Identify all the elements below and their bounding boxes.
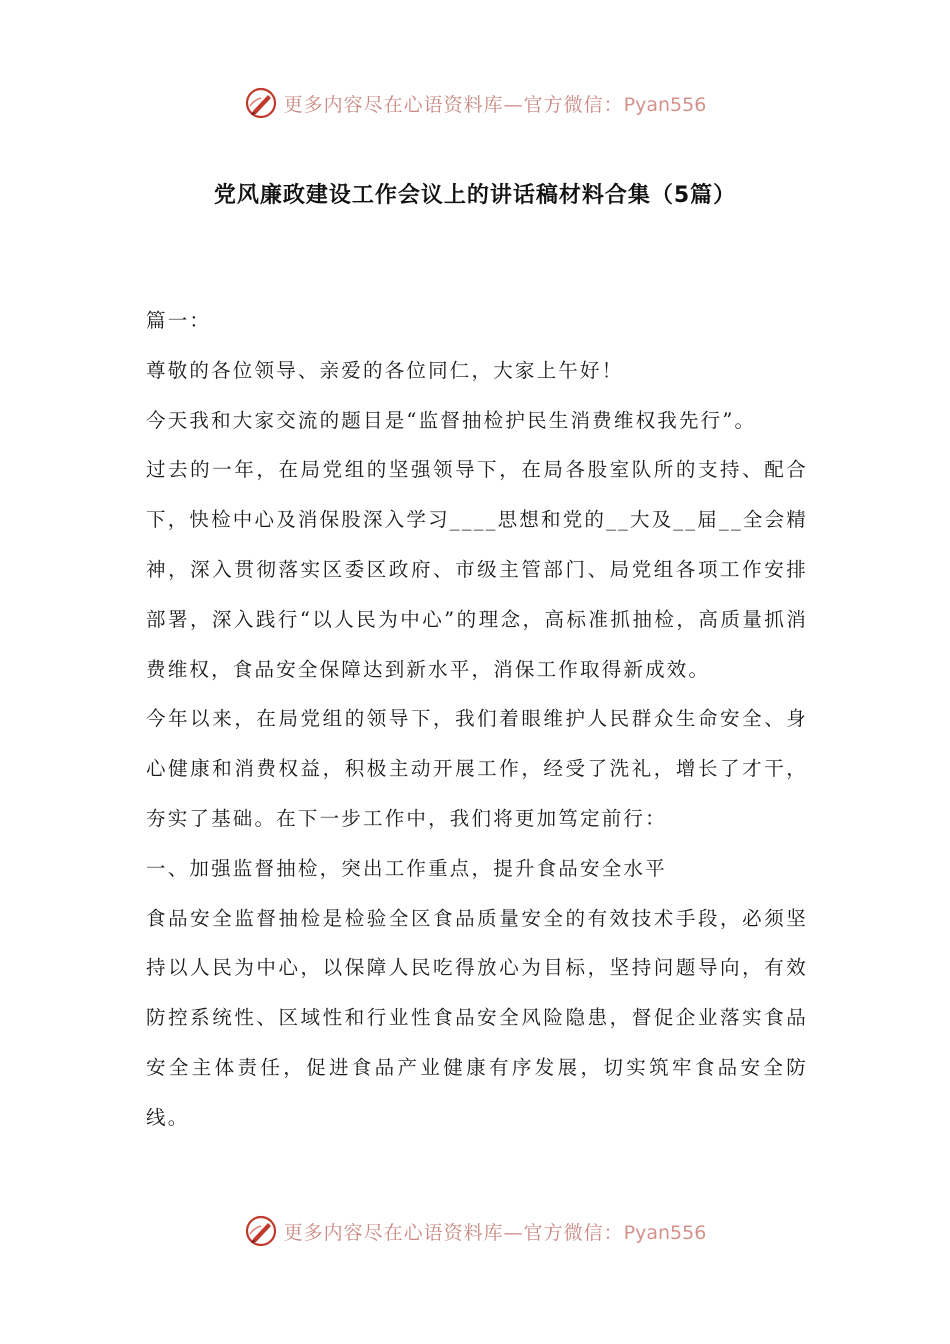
- heading-one: 一、加强监督抽检，突出工作重点，提升食品安全水平: [146, 856, 667, 880]
- section-label: 篇一：: [146, 309, 212, 332]
- inspection-paragraph: 食品安全监督抽检是检验全区食品质量安全的有效技术手段，必须坚持以人民为中心，以保障人民吃得放心为目标，坚持问题导向，有效防控系统性、区域性和行业性食品安全风险隐患，督促企业落实食品安全主体责任，促进食品产业健康有序发展，切实筑牢食品安全防线。: [146, 906, 808, 1129]
- progress-paragraph: 今年以来，在局党组的领导下，我们着眼维护人民群众生命安全、身心健康和消费权益，积极主动开展工作，经受了洗礼，增长了才干，夯实了基础。在下一步工作中，我们将更加笃定前行：: [146, 707, 808, 830]
- pen-logo-icon: [244, 1214, 278, 1248]
- pen-logo-icon: [244, 86, 278, 120]
- watermark-text: 更多内容尽在心语资料库—官方微信：Pyan556: [283, 93, 707, 116]
- wechat-handle: Pyan556: [623, 1221, 707, 1244]
- watermark-banner-top: [0, 80, 950, 126]
- topic-paragraph: 今天我和大家交流的题目是“监督抽检护民生消费维权我先行”。: [146, 408, 757, 432]
- watermark-banner-bottom: [0, 1208, 950, 1254]
- review-paragraph: 过去的一年，在局党组的坚强领导下，在局各股室队所的支持、配合下，快检中心及消保股深入学习____思想和党的__大及__届__全会精神，深入贯彻落实区委区政府、市级主管部门、局党组各项工作安排部署，深入践行“以人民为中心”的理念，高标准抓抽检，高质量抓消费维权，食品安全保障达到新水平，消保工作取得新成效。: [146, 458, 809, 681]
- watermark-text: 更多内容尽在心语资料库—官方微信：Pyan556: [283, 1221, 707, 1244]
- document-title: 党风廉政建设工作会议上的讲话稿材料合集（5篇）: [213, 183, 737, 208]
- wechat-handle: Pyan556: [623, 93, 707, 116]
- greeting-paragraph: 尊敬的各位领导、亲爱的各位同仁，大家上午好！: [146, 358, 624, 382]
- document-body: [146, 296, 808, 1143]
